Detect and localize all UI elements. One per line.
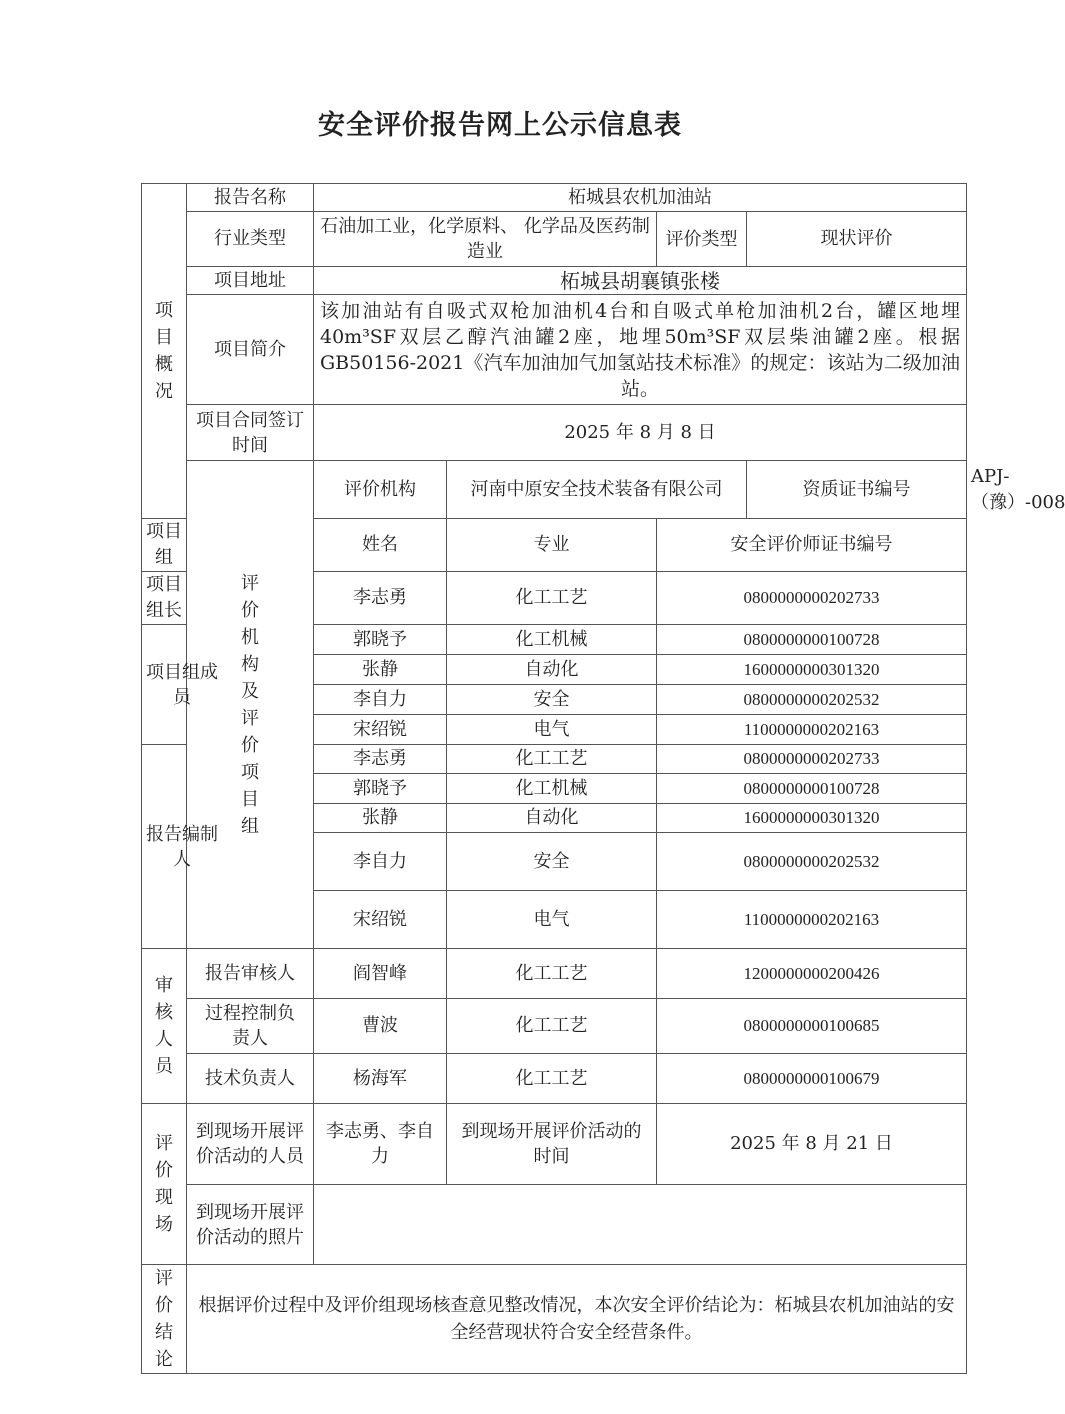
member-major: 化工机械 xyxy=(447,625,657,655)
site-people-value: 李志勇、李自力 xyxy=(314,1104,447,1185)
org-value: 河南中原安全技术装备有限公司 xyxy=(447,461,747,519)
section-reviewers-text: 审核人员 xyxy=(155,975,173,1077)
org-label: 评价机构 xyxy=(314,461,447,519)
intro-label: 项目简介 xyxy=(187,295,314,405)
industry-value: 石油加工业，化学原料、 化学品及医药制造业 xyxy=(314,212,657,267)
reviewer-cert: 0800000000100679 xyxy=(657,1054,967,1104)
member-cert: 1100000000202163 xyxy=(657,715,967,745)
header-name: 姓名 xyxy=(314,519,447,572)
reviewer-name: 阎智峰 xyxy=(314,949,447,999)
leader-major: 化工工艺 xyxy=(447,572,657,625)
site-people-label xyxy=(187,1104,314,1185)
header-cert: 安全评价师证书编号 xyxy=(657,519,967,572)
authors-label xyxy=(142,745,218,949)
members-label xyxy=(142,625,218,745)
member-name: 郭晓予 xyxy=(314,625,447,655)
leader-label: 项目组长 xyxy=(142,572,187,625)
member-major: 电气 xyxy=(447,715,657,745)
section-overview-label xyxy=(142,184,187,519)
author-name: 李志勇 xyxy=(314,745,447,774)
authors-label-text: 报告编制人 xyxy=(146,823,218,870)
site-photo-label xyxy=(187,1185,314,1265)
author-name: 郭晓予 xyxy=(314,774,447,804)
section-site-text: 评价现场 xyxy=(155,1133,173,1235)
reviewer-name: 曹波 xyxy=(314,999,447,1054)
reviewer-role: 报告审核人 xyxy=(187,949,314,999)
intro-value: 该加油站有自吸式双枪加油机4台和自吸式单枪加油机2台，罐区地埋40m³SF双层乙醇汽油罐2座，地埋50m³SF双层柴油罐2座。根据GB50156-2021《汽车加油加气加氢站技术标准》的规定：该站为二级加油站。 xyxy=(314,295,967,405)
reviewer-role-text: 过程控制负责人 xyxy=(205,1003,295,1049)
header-major: 专业 xyxy=(447,519,657,572)
section-institution-text: 评价机构及评价项目组 xyxy=(241,572,259,837)
site-time-label xyxy=(447,1104,657,1185)
author-cert: 0800000000100728 xyxy=(657,774,967,804)
site-photo-label-text: 到现场开展评价活动的照片 xyxy=(196,1201,304,1248)
cert-label: 资质证书编号 xyxy=(747,461,967,519)
section-reviewers-label xyxy=(142,949,187,1104)
reviewer-cert: 1200000000200426 xyxy=(657,949,967,999)
contract-date: 2025 年 8 月 8 日 xyxy=(314,405,967,461)
author-name: 李自力 xyxy=(314,833,447,891)
members-label-text: 项目组成员 xyxy=(146,661,218,708)
author-name: 张静 xyxy=(314,804,447,833)
member-name: 张静 xyxy=(314,655,447,685)
address-value: 柘城县胡襄镇张楼 xyxy=(314,267,967,295)
author-major: 化工机械 xyxy=(447,774,657,804)
site-time-label-text: 到现场开展评价活动的时间 xyxy=(461,1121,642,1167)
member-cert: 1600000000301320 xyxy=(657,655,967,685)
member-name: 李自力 xyxy=(314,685,447,715)
eval-type-value: 现状评价 xyxy=(747,212,967,267)
member-major: 安全 xyxy=(447,685,657,715)
page-title: 安全评价报告网上公示信息表 xyxy=(318,110,682,141)
site-people-label-text: 到现场开展评价活动的人员 xyxy=(196,1121,304,1167)
member-name: 宋绍锐 xyxy=(314,715,447,745)
section-overview-text: 项目概况 xyxy=(155,300,173,402)
section-site-label xyxy=(142,1104,187,1265)
author-cert: 1100000000202163 xyxy=(657,891,967,949)
conclusion-text: 根据评价过程中及评价组现场核查意见整改情况，本次安全评价结论为：柘城县农机加油站的安全经营现状符合安全经营条件。 xyxy=(187,1265,967,1374)
reviewer-major: 化工工艺 xyxy=(447,999,657,1054)
author-major: 电气 xyxy=(447,891,657,949)
author-name: 宋绍锐 xyxy=(314,891,447,949)
member-cert: 0800000000100728 xyxy=(657,625,967,655)
address-label: 项目地址 xyxy=(187,267,314,295)
author-major: 化工工艺 xyxy=(447,745,657,774)
reviewer-role: 技术负责人 xyxy=(187,1054,314,1104)
reviewer-name: 杨海军 xyxy=(314,1054,447,1104)
industry-label: 行业类型 xyxy=(187,212,314,267)
reviewer-cert: 0800000000100685 xyxy=(657,999,967,1054)
report-name-label: 报告名称 xyxy=(187,184,314,212)
reviewer-role xyxy=(187,999,314,1054)
author-cert: 0800000000202532 xyxy=(657,833,967,891)
leader-name: 李志勇 xyxy=(314,572,447,625)
author-major: 自动化 xyxy=(447,804,657,833)
report-name-value: 柘城县农机加油站 xyxy=(314,184,967,212)
site-time-value: 2025 年 8 月 21 日 xyxy=(657,1104,967,1185)
reviewer-major: 化工工艺 xyxy=(447,1054,657,1104)
contract-label: 项目合同签订时间 xyxy=(187,405,314,461)
section-conclusion-label xyxy=(142,1265,187,1374)
member-cert: 0800000000202532 xyxy=(657,685,967,715)
info-table: 项目概况 报告名称 柘城县农机加油站 行业类型 石油加工业，化学原料、 化学品及医药制造业 评价类型 现状评价 项目地址 柘城县胡襄镇张楼 项目简介 该加油站有自吸式双枪加油机4台和自吸式单枪加油机2台，罐区地埋40m³SF双层乙醇汽油罐2座，地埋50m³SF双层柴油罐2座。根据GB50156-2021《汽车加油加气加氢站技术标准》的规定：该站为二级加油站。 项目合同签订时间 2025 年 8 月 8 日 评价机构及评价项目组 评价机构 河南中原安全技术装备有限公司 资质证书编号 APJ-（豫）-008 项目组 姓名 专业 安全评价师证书编号 项目组长 李志勇 化工工艺 0800000000202733 项目组成员 郭晓予 化工机械 0800000000100728 张静 自动化 1600000000301320 李自力 安全 0800000000202532 宋绍锐 电气 1100000000202163 报告编制人 李志勇 化工工艺 0800000000202733 郭晓予 化工机械 0800000000100728 张静 自动化 1600000000301320 李自力 安全 0800000000202532 宋绍锐 电气 1100000000202163 审核人员 报告审核人 阎智峰 化工工艺 1200000000200426 过程控制负责人 曹波 化工工艺 0800000000100685 技术负责人 杨海军 化工工艺 0800000000100679 评价现场 到现场开展评价活动的人员 李志勇、李自力 到现场开展评价活动的时间 2025 年 8 月 21 日 到现场开展评价活动的照片 评价结论 根据评价过程中及评价组现场核查意见整改情况，本次安全评价结论为：柘城县农机加油站的安全经营现状符合安全经营条件。 xyxy=(141,183,967,1374)
author-cert: 0800000000202733 xyxy=(657,745,967,774)
author-cert: 1600000000301320 xyxy=(657,804,967,833)
eval-type-label: 评价类型 xyxy=(657,212,747,267)
reviewer-major: 化工工艺 xyxy=(447,949,657,999)
leader-cert: 0800000000202733 xyxy=(657,572,967,625)
header-group: 项目组 xyxy=(142,519,187,572)
author-major: 安全 xyxy=(447,833,657,891)
site-photo-area xyxy=(314,1185,967,1265)
member-major: 自动化 xyxy=(447,655,657,685)
section-conclusion-text: 评价结论 xyxy=(155,1268,173,1370)
